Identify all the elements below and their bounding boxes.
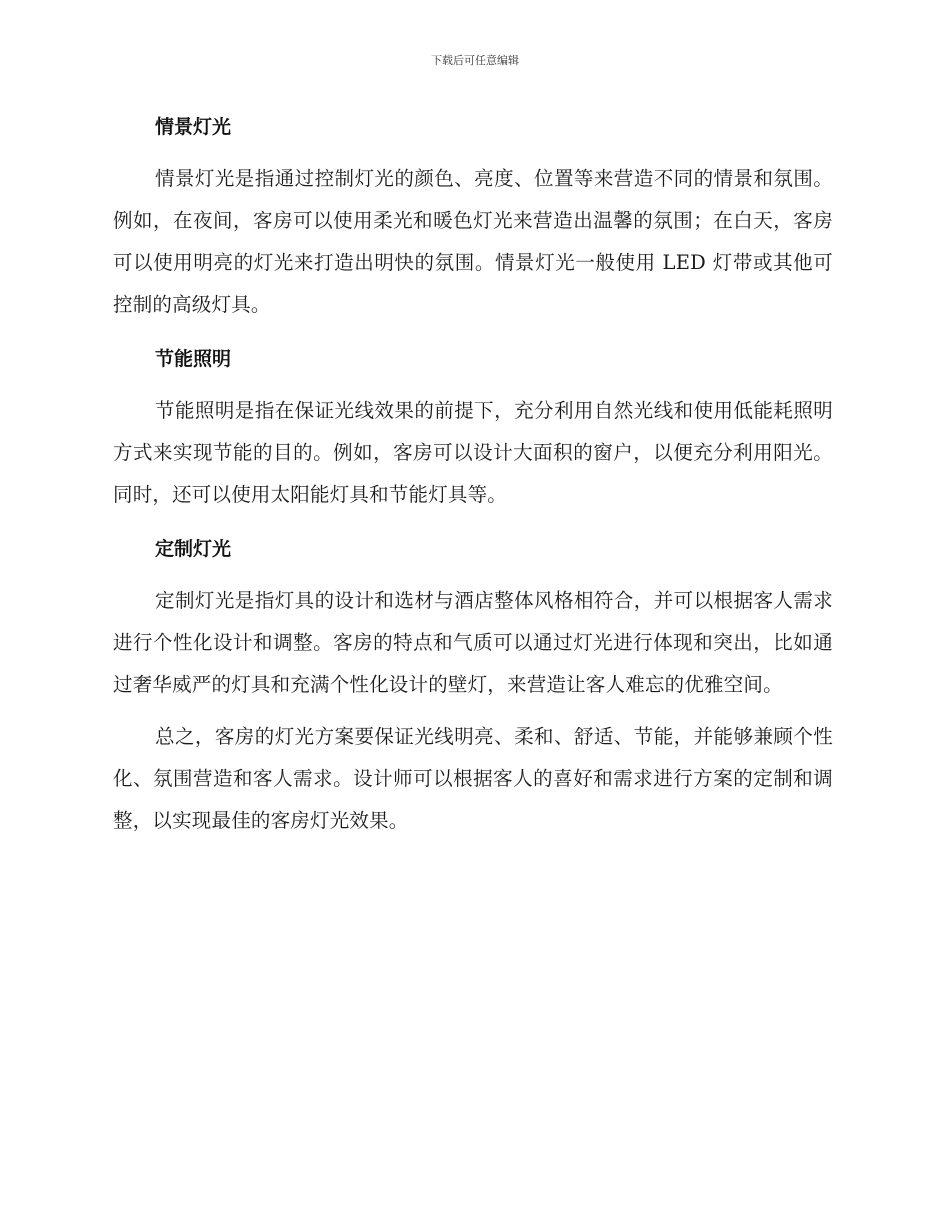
document-body xyxy=(113,110,833,842)
section-heading-scene-lighting: 情景灯光 xyxy=(155,116,232,138)
section-paragraph-energy-saving: 节能照明是指在保证光线效果的前提下，充分利用自然光线和使用低能耗照明方式来实现节能的目的。例如，客房可以设计大面积的窗户，以便充分利用阳光。同时，还可以使用太阳能灯具和节能灯具等。 xyxy=(113,399,833,506)
page-header-note: 下载后可任意编辑 xyxy=(431,54,519,67)
section-heading-energy-saving: 节能照明 xyxy=(155,348,232,370)
section-heading-custom-lighting: 定制灯光 xyxy=(155,538,232,560)
conclusion-paragraph: 总之，客房的灯光方案要保证光线明亮、柔和、舒适、节能，并能够兼顾个性化、氛围营造和客人需求。设计师可以根据客人的喜好和需求进行方案的定制和调整，以实现最佳的客房灯光效果。 xyxy=(113,725,833,832)
section-paragraph-custom-lighting: 定制灯光是指灯具的设计和选材与酒店整体风格相符合，并可以根据客人需求进行个性化设计和调整。客房的特点和气质可以通过灯光进行体现和突出，比如通过奢华威严的灯具和充满个性化设计的壁灯，来营造让客人难忘的优雅空间。 xyxy=(113,589,833,696)
section-paragraph-scene-lighting: 情景灯光是指通过控制灯光的颜色、亮度、位置等来营造不同的情景和氛围。例如，在夜间，客房可以使用柔光和暖色灯光来营造出温馨的氛围；在白天，客房可以使用明亮的灯光来打造出明快的氛围。情景灯光一般使用 LED 灯带或其他可控制的高级灯具。 xyxy=(113,167,833,316)
